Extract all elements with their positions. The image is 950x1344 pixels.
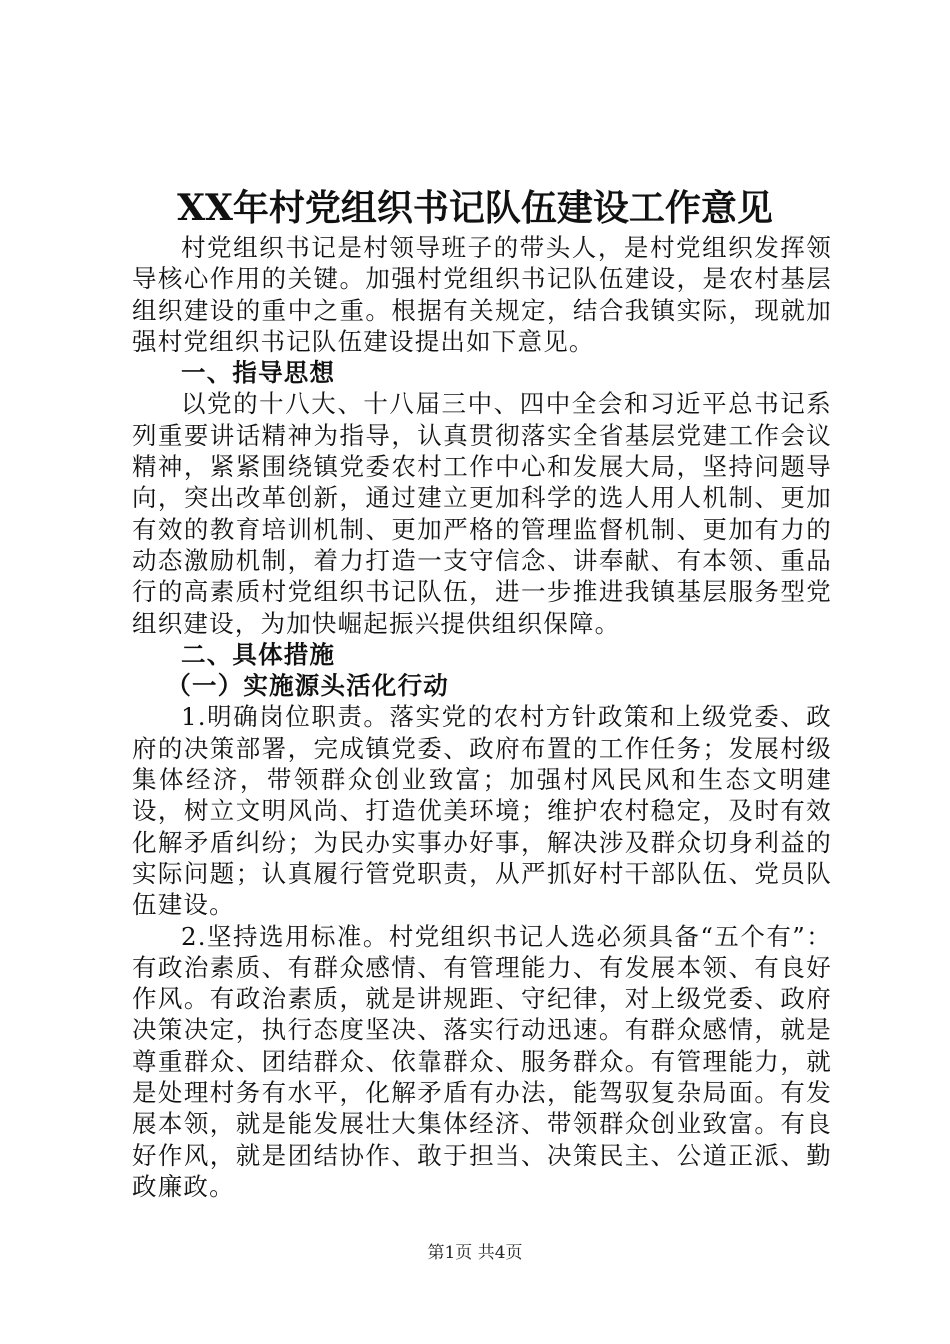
section-heading-guiding-ideology: 一、指导思想 <box>181 358 336 388</box>
item-selection-standards: 2.坚持选用标准。村党组织书记人选必须具备“五个有”：有政治素质、有群众感情、有管理能力、有发展本领、有良好作风。有政治素质，就是讲规距、守纪律，对上级党委、政府决策决定，执行态度坚决、落实行动迅速。有群众感情，就是尊重群众、团结群众、依靠群众、服务群众。有管理能力，就是处理村务有水平，化解矛盾有办法，能驾驭复杂局面。有发展本领，就是能发展壮大集体经济、带领群众创业致富。有良好作风，就是团结协作、敢于担当、决策民主、公道正派、勤政廉政。 <box>132 921 832 1201</box>
guiding-ideology-paragraph: 以党的十八大、十八届三中、四中全会和习近平总书记系列重要讲话精神为指导，认真贯彻落实全省基层党建工作会议精神，紧紧围绕镇党委农村工作中心和发展大局，坚持问题导向，突出改革创新，通过建立更加科学的选人用人机制、更加有效的教育培训机制、更加严格的管理监督机制、更加有力的动态激励机制，着力打造一支守信念、讲奉献、有本领、重品行的高素质村党组织书记队伍，进一步推进我镇基层服务型党组织建设，为加快崛起振兴提供组织保障。 <box>132 389 832 638</box>
item-job-responsibilities: 1.明确岗位职责。落实党的农村方针政策和上级党委、政府的决策部署，完成镇党委、政府布置的工作任务；发展村级集体经济，带领群众创业致富；加强村风民风和生态文明建设，树立文明风尚、打造优美环境；维护农村稳定，及时有效化解矛盾纠纷；为民办实事办好事，解决涉及群众切身利益的实际问题；认真履行管党职责，从严抓好村干部队伍、党员队伍建设。 <box>132 702 832 920</box>
subsection-heading-source-activation: （一）实施源头活化行动 <box>166 671 449 701</box>
document-body <box>132 232 832 1202</box>
document-title: XX年村党组织书记队伍建设工作意见 <box>177 187 773 229</box>
intro-paragraph: 村党组织书记是村领导班子的带头人，是村党组织发挥领导核心作用的关键。加强村党组织书记队伍建设，是农村基层组织建设的重中之重。根据有关规定，结合我镇实际，现就加强村党组织书记队伍建设提出如下意见。 <box>132 233 832 356</box>
section-heading-measures: 二、具体措施 <box>181 639 336 669</box>
page-footer: 第1页 共4页 <box>427 1243 523 1263</box>
